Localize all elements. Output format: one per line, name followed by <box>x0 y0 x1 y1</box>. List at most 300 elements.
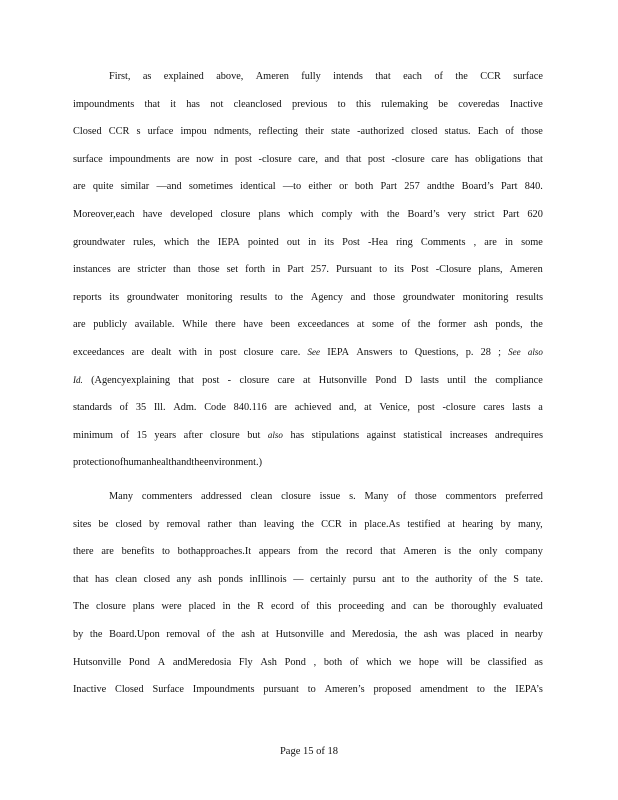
paragraph-2 <box>73 483 543 704</box>
word: after <box>183 429 203 441</box>
word: hope <box>418 656 439 668</box>
word: which <box>288 208 314 220</box>
word: increases <box>449 429 488 441</box>
word: fully <box>301 71 321 82</box>
word: Venice, <box>379 402 410 414</box>
word: those <box>373 291 396 303</box>
word: , <box>313 656 317 668</box>
word: former <box>438 319 467 331</box>
word: S <box>513 573 519 585</box>
word: CCR <box>321 518 342 530</box>
text-line <box>73 201 543 229</box>
word: Post <box>342 236 360 248</box>
word: publicly <box>93 319 128 331</box>
word: dealt <box>151 346 172 358</box>
word: Comments <box>420 236 466 248</box>
text-line <box>73 339 543 367</box>
word: rather <box>207 518 232 530</box>
word: those <box>197 264 220 276</box>
text-line <box>73 538 543 566</box>
word: obligations <box>475 153 521 165</box>
word: proceeding <box>338 601 385 613</box>
word: at <box>303 374 311 386</box>
word: First, <box>109 71 131 82</box>
word: the <box>290 291 304 303</box>
word: ash <box>423 628 438 640</box>
word: care <box>431 153 449 165</box>
text-line <box>73 146 543 174</box>
word: that <box>375 71 391 82</box>
word: there <box>73 546 94 558</box>
word: Post <box>410 264 429 276</box>
word: care, <box>298 153 318 165</box>
word: human <box>123 457 152 469</box>
word: the <box>530 319 543 331</box>
word: Board’s <box>461 181 494 193</box>
word: or <box>339 181 348 193</box>
word: in <box>204 346 213 358</box>
word: in <box>504 236 513 248</box>
page-number: Page 15 of 18 <box>279 746 339 757</box>
word: and <box>391 601 407 613</box>
word: their <box>305 126 324 138</box>
word: and <box>350 291 366 303</box>
word: andrequires <box>494 429 543 441</box>
word: place.As <box>364 518 400 530</box>
text-line <box>73 676 543 704</box>
word: are <box>73 319 86 331</box>
word: Part <box>502 208 520 220</box>
word: 35 <box>135 402 147 414</box>
word: many, <box>517 518 543 530</box>
word: R <box>257 601 264 613</box>
word: its <box>109 291 120 303</box>
word: placed <box>466 628 494 640</box>
word: hearing <box>462 518 494 530</box>
word: removal <box>166 518 201 530</box>
word: comply <box>321 208 353 220</box>
word: we <box>399 656 412 668</box>
word: ; <box>498 346 501 358</box>
word: closure <box>220 208 251 220</box>
word: not <box>210 98 224 110</box>
word: either <box>308 181 332 193</box>
word: Meredosia, <box>351 628 398 640</box>
word: be <box>470 656 481 668</box>
word: -authorized <box>357 126 404 138</box>
word: , <box>473 236 477 248</box>
word: Many <box>109 491 134 502</box>
word: post <box>234 153 253 165</box>
word: than <box>238 518 257 530</box>
word: plans, <box>478 264 503 276</box>
word: strict <box>474 208 495 220</box>
word: addressed <box>201 491 242 502</box>
word: years <box>154 429 177 441</box>
word: sites <box>73 518 92 530</box>
word: can <box>413 601 428 613</box>
word: of <box>478 573 488 585</box>
word: which <box>163 236 190 248</box>
word: surface <box>513 71 543 82</box>
word: ndments, <box>213 126 252 138</box>
word: its <box>394 264 404 276</box>
word: in <box>222 601 231 613</box>
word: Code <box>204 402 226 414</box>
word: as <box>142 71 152 82</box>
word: -closure <box>442 402 476 414</box>
text-line <box>73 483 543 511</box>
word: exceedances <box>297 319 350 331</box>
word: closure <box>243 346 274 358</box>
word: rules, <box>133 236 156 248</box>
word: commentors <box>445 491 497 502</box>
word: 15 <box>136 429 147 441</box>
word: set <box>226 264 239 276</box>
word: each <box>403 71 422 82</box>
word: some <box>372 319 394 331</box>
word: has <box>95 573 109 585</box>
word: impoundments <box>73 98 135 110</box>
word: commenters <box>141 491 193 502</box>
word: by <box>500 518 511 530</box>
word: preferred <box>505 491 543 502</box>
word: that <box>144 98 160 110</box>
word: s <box>136 126 141 138</box>
word: that <box>73 573 89 585</box>
word: While <box>182 319 208 331</box>
word: 840. <box>524 181 543 193</box>
word: plans <box>258 208 281 220</box>
word: Adm. <box>173 402 197 414</box>
word: to <box>337 98 346 110</box>
word: thoroughly <box>451 601 497 613</box>
word: ash <box>241 628 255 640</box>
text-line <box>73 593 543 621</box>
word: are <box>101 546 114 558</box>
word: in <box>308 236 317 248</box>
word: Hutsonville <box>275 628 324 640</box>
word: ash <box>473 319 488 331</box>
word: only <box>479 546 498 558</box>
word: monitoring <box>186 291 233 303</box>
word: was <box>444 628 461 640</box>
word: of <box>505 126 514 138</box>
word: and <box>324 153 340 165</box>
word: available. <box>134 319 175 331</box>
word: its <box>324 236 335 248</box>
word: Hutsonville <box>318 374 367 386</box>
word: See <box>508 346 521 357</box>
word: forth <box>245 264 266 276</box>
word: issue <box>319 491 341 502</box>
word: standards <box>73 402 112 414</box>
word: plans <box>132 601 155 613</box>
word: benefits <box>121 546 155 558</box>
word: —to <box>282 181 302 193</box>
word: Board.Upon <box>109 628 160 640</box>
word: monitoring <box>462 291 509 303</box>
word: are <box>176 153 190 165</box>
word: Pond <box>375 374 397 386</box>
text-line <box>73 284 543 312</box>
word: of <box>401 319 411 331</box>
word: both <box>354 181 374 193</box>
word: of <box>434 71 443 82</box>
text-line <box>73 649 543 677</box>
word: the <box>237 601 251 613</box>
word: care. <box>280 346 301 358</box>
word: status. <box>444 126 471 138</box>
paragraph-1 <box>73 63 543 477</box>
word: proposed <box>373 684 412 696</box>
word: statistical <box>403 429 443 441</box>
word: ant <box>382 573 395 585</box>
word: 257 <box>404 181 420 193</box>
word: previous <box>291 98 328 110</box>
word: urface <box>147 126 174 138</box>
word: explained <box>163 71 204 82</box>
word: has <box>290 429 305 441</box>
word: 28 <box>480 346 491 358</box>
word: CCR <box>108 126 130 138</box>
text-line <box>73 449 543 477</box>
word: evaluated <box>503 601 543 613</box>
word: those <box>521 126 543 138</box>
word: in <box>220 153 229 165</box>
word: coveredas <box>458 98 500 110</box>
word: and, <box>339 402 357 414</box>
word: Ash <box>260 656 277 668</box>
word: the <box>221 628 235 640</box>
word: company <box>505 546 543 558</box>
word: Inactive <box>509 98 543 110</box>
word: now <box>196 153 214 165</box>
word: appears <box>258 546 291 558</box>
word: that <box>178 374 194 386</box>
text-line <box>73 173 543 201</box>
word: — <box>293 573 304 585</box>
word: cares <box>483 402 505 414</box>
text-line <box>73 256 543 284</box>
word: closure <box>96 601 126 613</box>
word: to <box>401 573 410 585</box>
word: there <box>215 319 236 331</box>
word: impou <box>180 126 207 138</box>
word: Ameren <box>509 264 543 276</box>
word: s. <box>349 491 356 502</box>
word: -Closure <box>435 264 472 276</box>
word: above, <box>216 71 244 82</box>
word: of <box>397 491 406 502</box>
word: until <box>447 374 467 386</box>
word: pursuant <box>263 684 299 696</box>
word: (Agencyexplaining <box>91 374 171 386</box>
text-line <box>73 229 543 257</box>
word: to <box>399 346 408 358</box>
word: - <box>227 374 232 386</box>
word: by <box>149 518 160 530</box>
word: to <box>161 546 170 558</box>
word: have <box>243 319 263 331</box>
word: the <box>494 573 507 585</box>
word: Closed <box>115 684 144 696</box>
word: to <box>274 291 283 303</box>
word: of <box>206 628 216 640</box>
word: record <box>346 546 373 558</box>
word: at <box>364 402 372 414</box>
word: removal <box>166 628 201 640</box>
word: reflecting <box>258 126 298 138</box>
word: state <box>331 126 350 138</box>
word: lasts <box>512 402 531 414</box>
word: that <box>345 153 362 165</box>
word: tate. <box>525 573 543 585</box>
word: the <box>386 208 400 220</box>
word: with <box>178 346 197 358</box>
word: to <box>476 684 485 696</box>
word: Impoundments <box>192 684 255 696</box>
word: of <box>114 457 124 469</box>
word: than <box>173 264 191 276</box>
word: Surface <box>152 684 184 696</box>
word: were <box>161 601 182 613</box>
word: Ill. <box>153 402 166 414</box>
word: post <box>367 153 385 165</box>
word: leaving <box>263 518 295 530</box>
word: the <box>89 628 103 640</box>
word: have <box>142 208 163 220</box>
word: A <box>157 656 166 668</box>
text-line <box>73 621 543 649</box>
word: to <box>379 264 388 276</box>
word: compliance <box>495 374 543 386</box>
word: stricter <box>137 264 167 276</box>
word: authority <box>435 573 473 585</box>
word: 620 <box>527 208 543 220</box>
word: surface <box>73 153 103 165</box>
word: ash <box>198 573 212 585</box>
word: Pond <box>284 656 306 668</box>
word: identical <box>240 181 276 193</box>
word: IEPA <box>327 346 350 358</box>
word: that <box>380 546 396 558</box>
word: closed <box>115 518 142 530</box>
word: a <box>538 402 543 414</box>
word: Moreover,each <box>73 208 135 220</box>
text-line <box>73 566 543 594</box>
word: quite <box>92 181 114 193</box>
word: Many <box>364 491 389 502</box>
word: groundwater <box>126 291 179 303</box>
word: nearby <box>514 628 543 640</box>
word: See <box>307 346 320 357</box>
word: Each <box>477 126 499 138</box>
word: are <box>73 181 86 193</box>
word: achieved <box>294 402 332 414</box>
text-line <box>73 311 543 339</box>
word: groundwater <box>402 291 455 303</box>
word: -closure <box>258 153 292 165</box>
word: very <box>447 208 466 220</box>
word: minimum <box>73 429 114 441</box>
word: which <box>366 656 392 668</box>
word: ring <box>396 236 413 248</box>
word: post <box>202 374 220 386</box>
word: in <box>272 264 281 276</box>
word: IEPA <box>217 236 240 248</box>
word: Ameren <box>255 71 289 82</box>
word: has <box>454 153 469 165</box>
word: that <box>527 153 543 165</box>
word: but <box>247 429 261 441</box>
word: be <box>434 601 445 613</box>
word: are <box>131 346 145 358</box>
word: will <box>446 656 463 668</box>
word: 840.116 <box>233 402 267 414</box>
text-line <box>73 367 543 395</box>
word: -closure <box>391 153 425 165</box>
word: closure <box>210 429 240 441</box>
word: Board’s <box>407 208 440 220</box>
word: the <box>417 319 431 331</box>
word: and <box>176 457 192 469</box>
word: Part <box>380 181 398 193</box>
word: Id. <box>73 374 83 385</box>
word: the <box>191 457 204 469</box>
word: at <box>447 518 456 530</box>
word: both <box>323 656 343 668</box>
word: IEPA’s <box>515 684 543 696</box>
word: inIllinois <box>249 573 287 585</box>
word: health <box>151 457 177 469</box>
word: CCR <box>480 71 501 82</box>
word: Inactive <box>73 684 107 696</box>
word: the <box>415 573 429 585</box>
word: placed <box>188 601 216 613</box>
word: post <box>219 346 237 358</box>
word: closed <box>143 573 170 585</box>
word: The <box>73 601 90 613</box>
word: cleanclosed <box>233 98 282 110</box>
word: andMeredosia <box>172 656 232 668</box>
text-line <box>73 511 543 539</box>
word: is <box>444 546 452 558</box>
word: ponds <box>218 573 243 585</box>
word: ponds, <box>495 319 523 331</box>
word: as <box>534 656 543 668</box>
word: against <box>366 429 396 441</box>
word: the <box>197 236 210 248</box>
word: intends <box>333 71 363 82</box>
word: pointed <box>247 236 279 248</box>
word: certainly <box>310 573 347 585</box>
word: of <box>349 656 359 668</box>
text-line <box>73 118 543 146</box>
word: the <box>474 374 487 386</box>
word: Ameren’s <box>324 684 365 696</box>
word: Ameren <box>403 546 437 558</box>
word: in <box>500 628 509 640</box>
word: the <box>325 546 339 558</box>
word: of <box>119 402 129 414</box>
word: clean <box>115 573 138 585</box>
word: also <box>267 429 283 440</box>
word: sometimes <box>188 181 233 193</box>
word: Fly <box>238 656 253 668</box>
word: at <box>261 628 269 640</box>
word: this <box>355 98 371 110</box>
